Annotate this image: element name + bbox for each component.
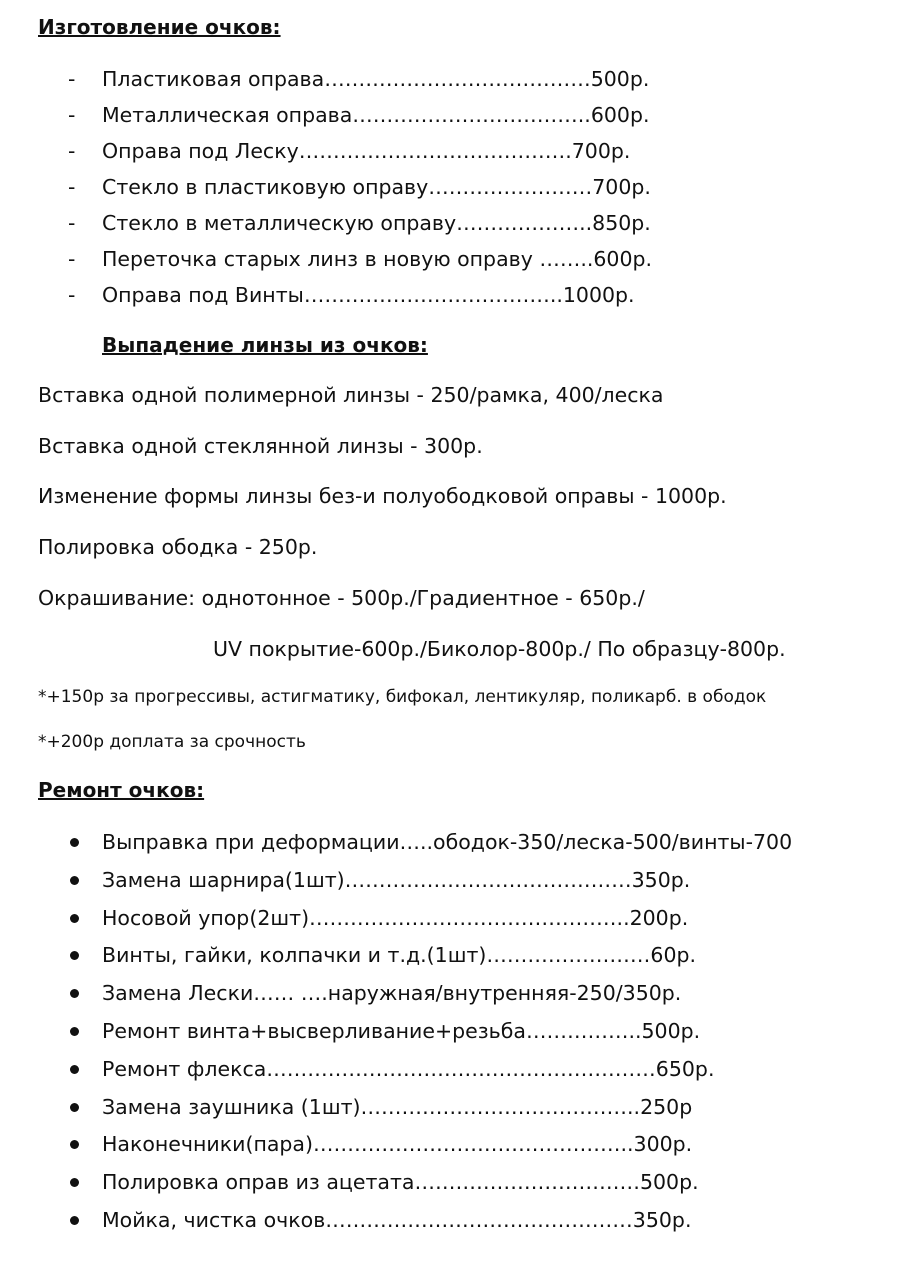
list-item-text: Ремонт флекса…………………………………………………650р. (102, 1056, 715, 1081)
urgency-note: *+200р доплата за срочность (38, 732, 306, 752)
list-item-text: Винты, гайки, колпачки и т.д.(1шт)……………………60р. (102, 943, 697, 968)
lens-line: Вставка одной стеклянной линзы - 300р. (38, 434, 483, 458)
dash-marker: - (68, 175, 76, 199)
list-item-text: Переточка старых линз в новую оправу ……..600р. (102, 247, 653, 271)
list-item-text: Оправа под Винты………………………………..1000р. (102, 283, 635, 307)
bullet-marker (70, 914, 79, 923)
lens-line: Вставка одной полимерной линзы - 250/рамка, 400/леска (38, 383, 664, 407)
list-item-text: Носовой упор(2шт)………………………………………..200р. (102, 905, 689, 930)
list-item-text: Полировка оправ из ацетата……………………………500р. (102, 1170, 699, 1195)
list-item-text: Стекло в металлическую оправу………………..850р. (102, 211, 651, 235)
list-item-text: Металлическая оправа……………………………..600р. (102, 103, 650, 127)
dash-marker: - (68, 211, 76, 235)
bullet-marker (70, 876, 79, 885)
lens-line: Полировка ободка - 250р. (38, 535, 318, 559)
bullet-marker (70, 1027, 79, 1036)
bullet-marker (70, 1216, 79, 1225)
lens-heading: Выпадение линзы из очков: (102, 333, 428, 357)
list-item-text: Замена Лески…… ….наружная/внутренняя-250/350р. (102, 981, 682, 1006)
dash-marker: - (68, 139, 76, 163)
dash-marker: - (68, 67, 76, 91)
lens-line: Изменение формы линзы без-и полуободковой оправы - 1000р. (38, 484, 727, 508)
list-item-text: Выправка при деформации…..ободок-350/леска-500/винты-700 (102, 830, 793, 854)
lens-line: Окрашивание: однотонное - 500р./Градиентное - 650р./ (38, 586, 645, 610)
surcharge-note: *+150р за прогрессивы, астигматику, бифокал, лентикуляр, поликарб. в ободок (38, 687, 767, 707)
making-heading: Изготовление очков: (38, 15, 281, 39)
list-item-text: Наконечники(пара)………………………………………..300р. (102, 1132, 693, 1157)
bullet-marker (70, 1103, 79, 1112)
bullet-marker (70, 951, 79, 960)
list-item-text: Оправа под Леску………………………………….700р. (102, 139, 631, 163)
repair-heading: Ремонт очков: (38, 778, 205, 802)
list-item-text: Ремонт винта+высверливание+резьба……………..500р. (102, 1018, 701, 1043)
bullet-marker (70, 1178, 79, 1187)
list-item-text: Пластиковая оправа…………………………………500р. (102, 67, 650, 91)
list-item-text: Замена шарнира(1шт)……………………………………350р. (102, 867, 691, 892)
tint-continued-line: UV покрытие-600р./Биколор-800р./ По образцу-800р. (213, 637, 786, 661)
bullet-marker (70, 1065, 79, 1074)
bullet-marker (70, 989, 79, 998)
bullet-marker (70, 1140, 79, 1149)
bullet-marker (70, 838, 79, 847)
dash-marker: - (68, 283, 76, 307)
dash-marker: - (68, 103, 76, 127)
dash-marker: - (68, 247, 76, 271)
list-item-text: Замена заушника (1шт)…………………………………..250р (102, 1094, 693, 1119)
list-item-text: Стекло в пластиковую оправу……………………700р. (102, 175, 651, 199)
list-item-text: Мойка, чистка очков………………………………………350р. (102, 1207, 692, 1232)
